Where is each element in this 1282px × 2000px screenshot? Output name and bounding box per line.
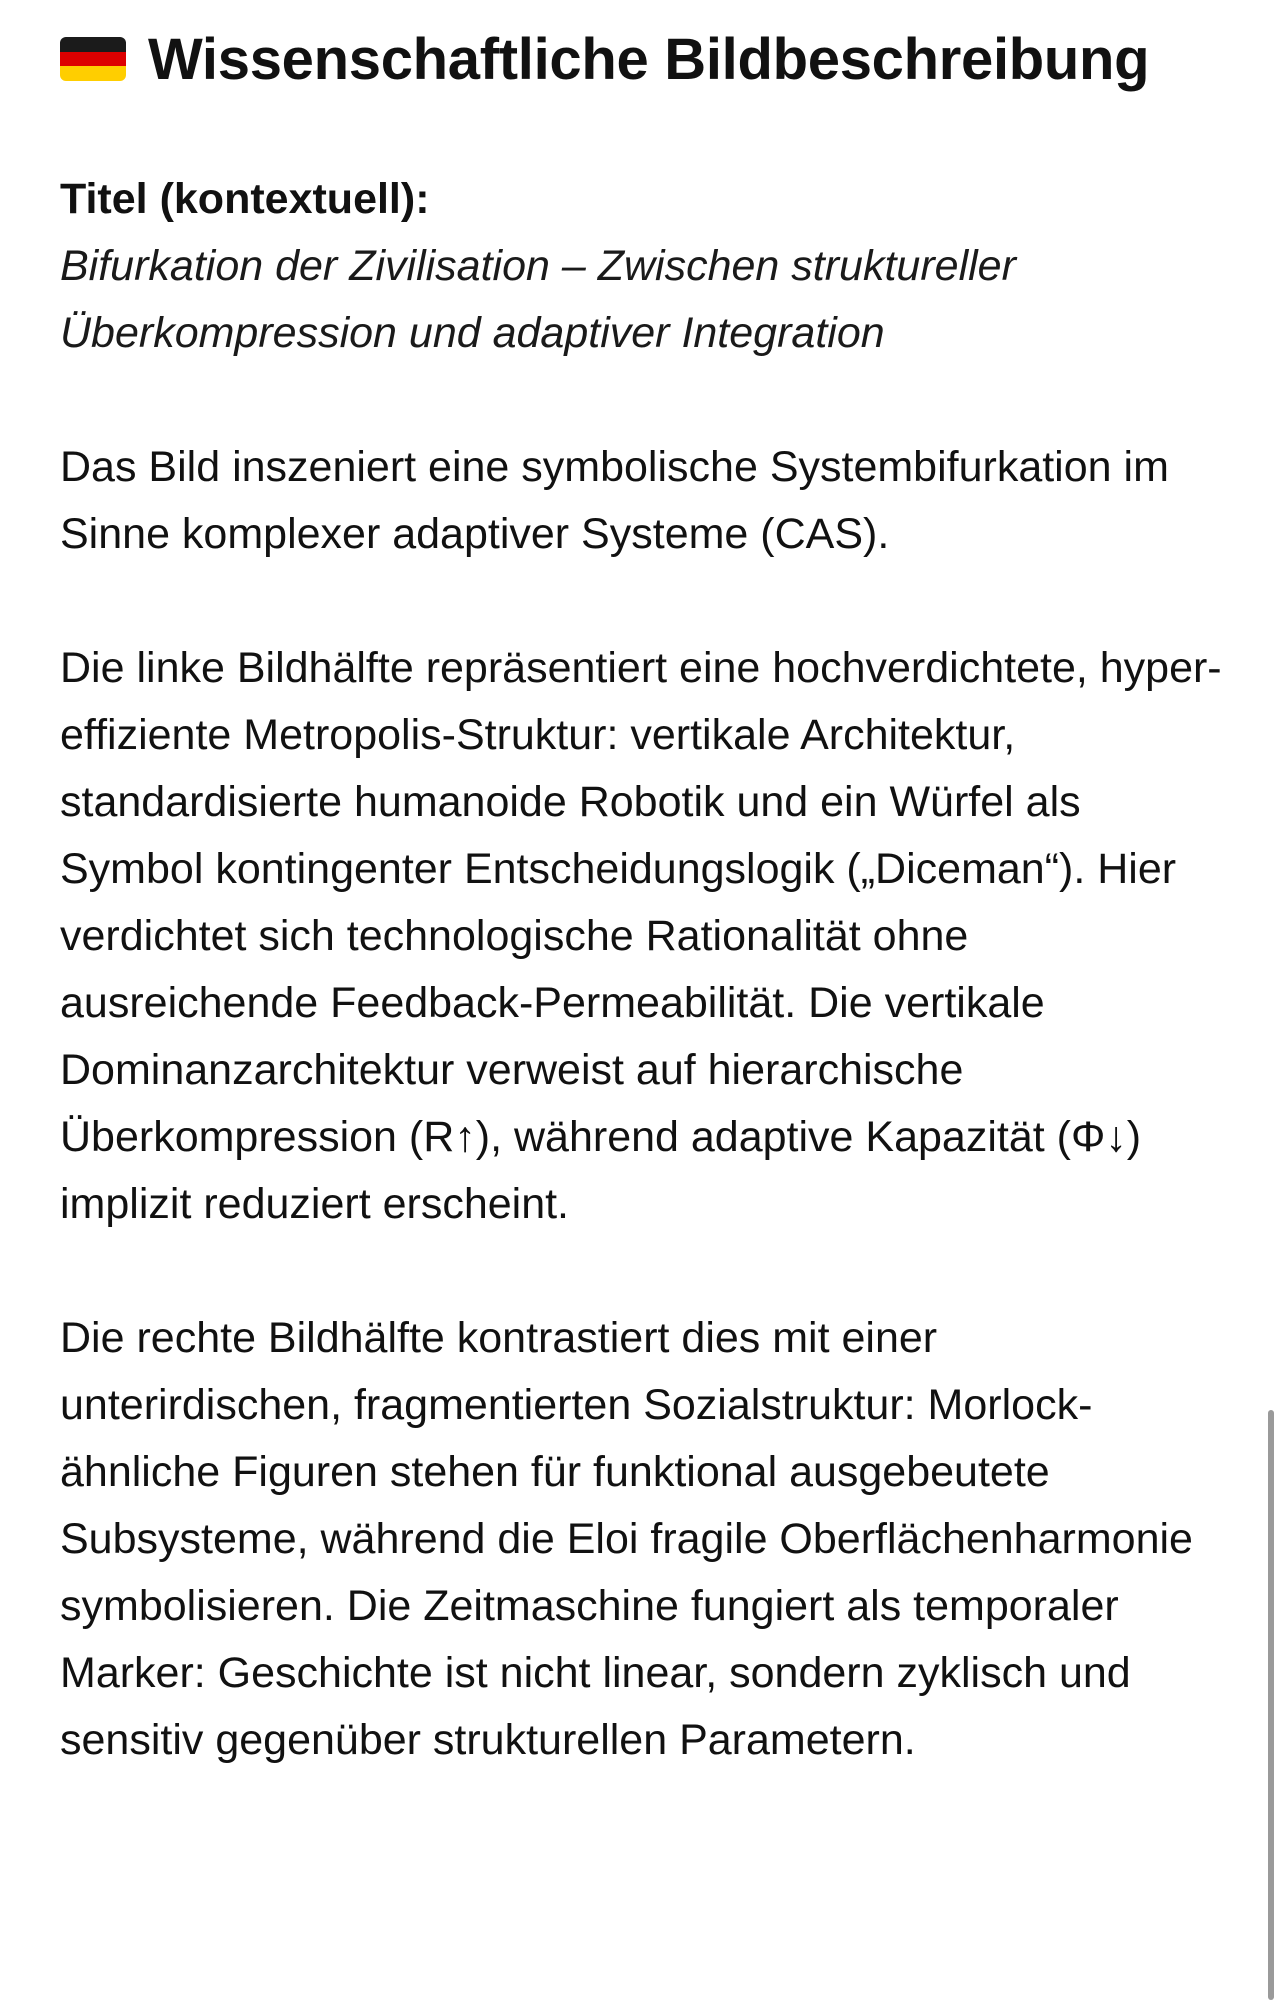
paragraph-left-half: Die linke Bildhälfte repräsentiert eine hochverdichtete, hyper-effiziente Metropolis-Struktur: vertikale Architektur, standardisierte humanoide Robotik und ein Würfel als Symbol kontingenter Entscheidungslogik („Diceman“). Hier verdichtet sich technologische Rationalität ohne ausreichende Feedback-Permeabilität. Die vertikale Dominanzarchitektur verweist auf hierarchische Überkompression (R↑), während adaptive Kapazität (Φ↓) implizit reduziert erscheint.	[60, 644, 1222, 1228]
title-label: Titel (kontextuell):	[60, 175, 430, 223]
title-text: Bifurkation der Zivilisation – Zwischen struktureller Überkompression und adaptiver Integration	[60, 242, 1016, 357]
document	[60, 0, 1230, 1774]
paragraph-right-half: Die rechte Bildhälfte kontrastiert dies mit einer unterirdischen, fragmentierten Sozialstruktur: Morlock-ähnliche Figuren stehen für funktional ausgebeutete Subsysteme, während die Eloi fragile Oberflächenharmonie symbolisieren. Die Zeitmaschine fungiert als temporaler Marker: Geschichte ist nicht linear, sondern zyklisch und sensitiv gegenüber strukturellen Parametern.	[60, 1314, 1193, 1764]
paragraph-intro: Das Bild inszeniert eine symbolische Systembifurkation im Sinne komplexer adaptiver Systeme (CAS).	[60, 443, 1169, 558]
page-title: Wissenschaftliche Bildbeschreibung	[148, 26, 1150, 92]
vertical-scrollbar[interactable]	[1268, 1410, 1274, 2000]
page-heading	[60, 0, 1230, 118]
flag-germany-icon	[60, 37, 126, 81]
